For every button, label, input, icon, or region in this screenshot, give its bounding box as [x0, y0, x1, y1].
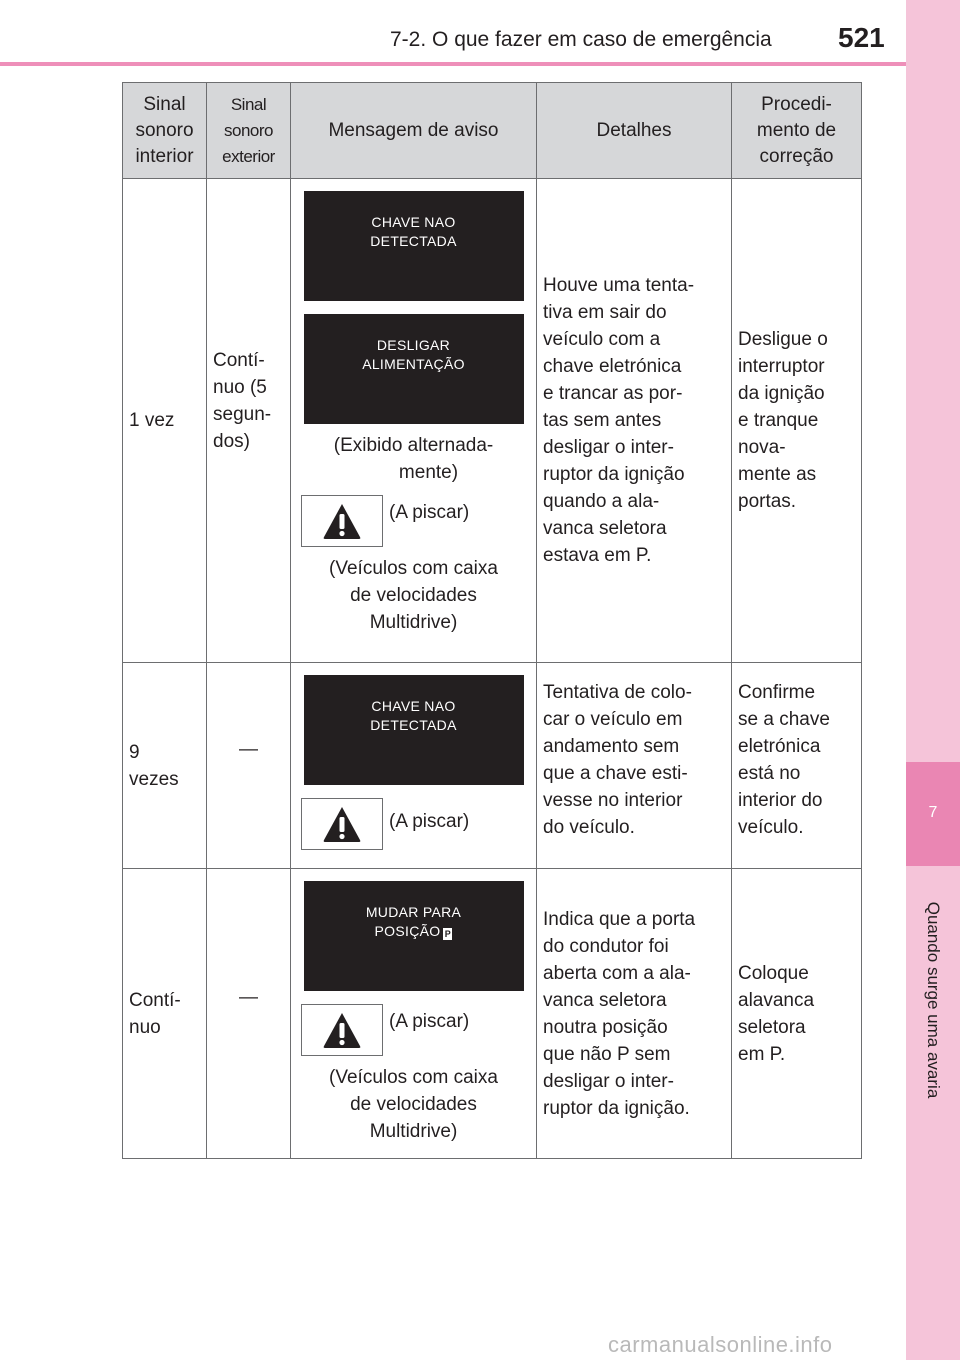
warning-triangle-icon: [301, 1004, 383, 1056]
warning-message-cell: [291, 179, 537, 663]
warning-message-cell: [291, 663, 537, 869]
header-details: Detalhes: [537, 83, 732, 179]
flash-label: (A piscar): [389, 811, 470, 832]
header-rule: [0, 62, 906, 66]
table-header-row: [123, 83, 862, 179]
display-screen: CHAVE NAO DETECTADA: [304, 191, 524, 301]
vehicle-note: (Veículos com caixa de velocidades Multidrive): [329, 1067, 498, 1142]
header-exterior-buzzer: Sinal sonoro exterior: [207, 83, 291, 179]
procedure-cell: Desligue o interruptor da ignição e tranque nova- mente as portas.: [732, 179, 862, 663]
procedure-cell: Coloque alavanca seletora em P.: [732, 869, 862, 1159]
flash-label: (A piscar): [389, 1011, 470, 1032]
display-screen: DESLIGAR ALIMENTAÇÃO: [304, 314, 524, 424]
section-side-tab: [906, 0, 960, 1360]
details-cell: Indica que a porta do condutor foi aberta com a ala- vanca seletora noutra posição que não P sem desligar o inter- ruptor da ignição.: [537, 869, 732, 1159]
exterior-buzzer-cell: Contí- nuo (5 segun- dos): [207, 179, 291, 663]
park-position-badge: P: [444, 929, 452, 939]
display-screen: MUDAR PARA POSIÇÃO P: [304, 881, 524, 991]
details-cell: Tentativa de colo- car o veículo em andamento sem que a chave esti- vesse no interior do veículo.: [537, 663, 732, 869]
warning-triangle-icon: [301, 798, 383, 850]
page-header-title: 7-2. O que fazer em caso de emergência: [390, 28, 772, 51]
warning-triangle-icon: [301, 495, 383, 547]
header-warning-message: Mensagem de aviso: [291, 83, 537, 179]
interior-buzzer-cell: 1 vez: [123, 179, 207, 663]
section-number-tab[interactable]: [906, 762, 960, 866]
vehicle-note: (Veículos com caixa de velocidades Multidrive): [329, 558, 498, 633]
procedure-cell: Confirme se a chave eletrónica está no interior do veículo.: [732, 663, 862, 869]
warning-table: [122, 82, 862, 1159]
details-cell: Houve uma tenta- tiva em sair do veículo com a chave eletrónica e trancar as por- tas sem antes desligar o inter- ruptor da ignição quando a ala- vanca seletora estava em P.: [537, 179, 732, 663]
display-screen: CHAVE NAO DETECTADA: [304, 675, 524, 785]
interior-buzzer-cell: Contí- nuo: [123, 869, 207, 1159]
warning-message-cell: [291, 869, 537, 1159]
table-row: [123, 869, 862, 1159]
exterior-buzzer-cell: —: [207, 663, 291, 869]
alternate-note: (Exibido alternada- mente): [333, 435, 494, 483]
flash-label: (A piscar): [389, 502, 470, 523]
header-procedure: Procedi- mento de correção: [732, 83, 862, 179]
exterior-buzzer-cell: —: [207, 869, 291, 1159]
section-side-label: Quando surge uma avaria: [924, 901, 943, 1099]
section-number: 7: [928, 804, 938, 821]
table-row: [123, 179, 862, 663]
table-row: [123, 663, 862, 869]
page-number: 521: [838, 22, 885, 53]
header-interior-buzzer: Sinal sonoro interior: [123, 83, 207, 179]
footer-watermark: carmanualsonline.info: [608, 1332, 833, 1357]
interior-buzzer-cell: 9 vezes: [123, 663, 207, 869]
